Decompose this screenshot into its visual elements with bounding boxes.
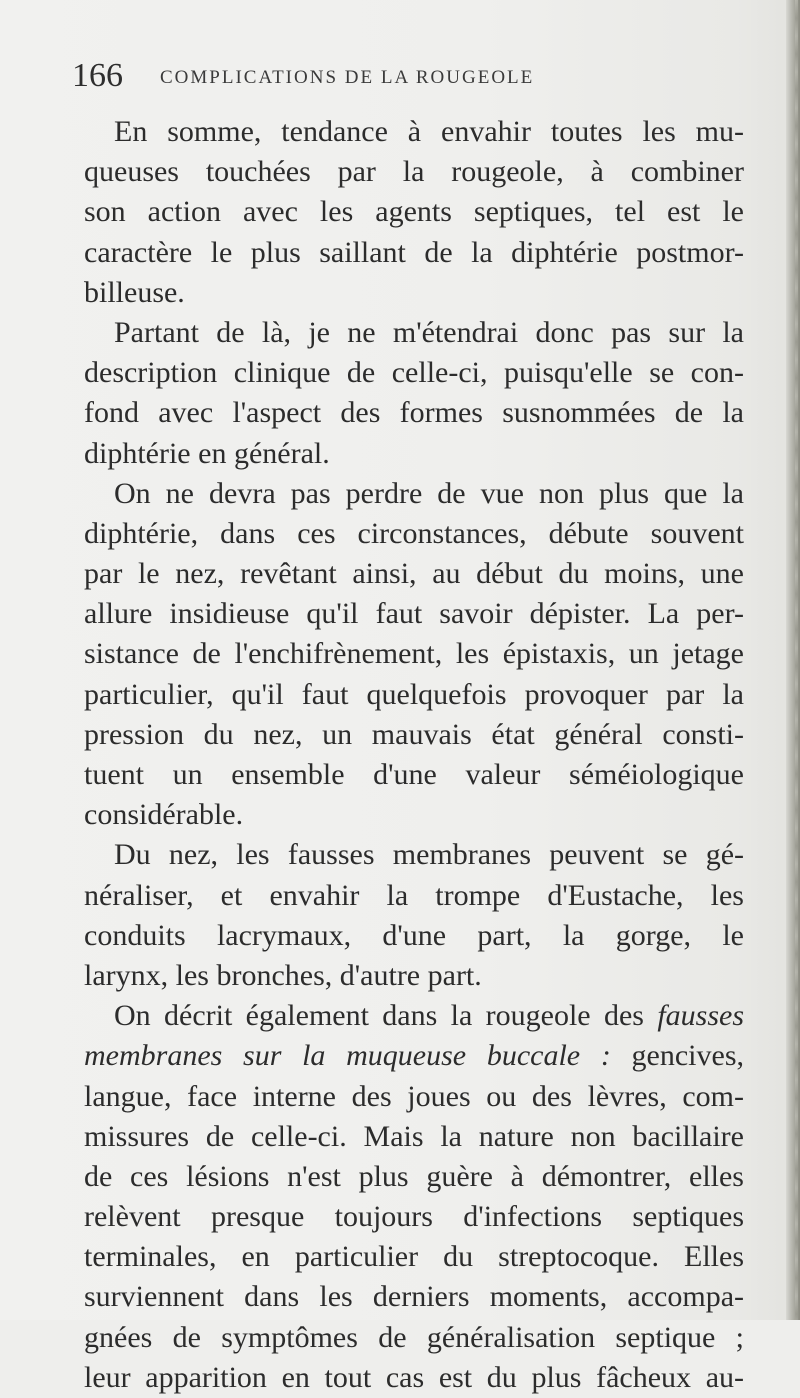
- text-line: sistance de l'enchifrènement, les épistaxis, un jetage: [84, 637, 744, 671]
- text-line: terminales, en particulier du streptocoque. Elles: [84, 1240, 744, 1274]
- text-line-mixed: [84, 996, 744, 1036]
- text-line: missures de celle-ci. Mais la nature non bacillaire: [84, 1119, 744, 1153]
- text-line: larynx, les bronches, d'autre part.: [84, 958, 482, 992]
- page-edge: [786, 0, 800, 1320]
- text-line: de ces lésions n'est plus guère à démontrer, elles: [84, 1159, 744, 1193]
- text-line: fond avec l'aspect des formes susnommées de la: [84, 396, 744, 430]
- text-line: pression du nez, un mauvais état général consti-: [84, 717, 744, 751]
- text-line: caractère le plus saillant de la diphtérie postmor-: [84, 235, 744, 269]
- page-number: 166: [72, 57, 123, 94]
- text-line: allure insidieuse qu'il faut savoir dépister. La per-: [84, 597, 744, 631]
- text-line-mixed: [84, 1036, 744, 1076]
- text-line: son action avec les agents septiques, tel est le: [84, 195, 744, 229]
- text-line: tuent un ensemble d'une valeur séméiologique: [84, 758, 744, 791]
- text-line: En somme, tendance à envahir toutes les mu-: [114, 115, 744, 148]
- text-segment: gencives,: [631, 1039, 744, 1073]
- text-line: diphtérie en général.: [84, 436, 330, 470]
- text-line: Du nez, les fausses membranes peuvent se gé-: [114, 838, 744, 872]
- page-header: [72, 56, 752, 96]
- italic-term: fausses: [657, 999, 744, 1033]
- text-line: diphtérie, dans ces circonstances, débute souvent: [84, 516, 744, 550]
- text-line: relèvent presque toujours d'infections septiques: [84, 1200, 744, 1234]
- text-line: surviennent dans les derniers moments, accompa-: [84, 1280, 744, 1314]
- text-line: description clinique de celle-ci, puisqu'elle se con-: [84, 356, 744, 390]
- text-line: billeuse.: [84, 275, 185, 309]
- text-line: par le nez, revêtant ainsi, au début du moins, une: [84, 557, 744, 591]
- text-line: conduits lacrymaux, d'une part, la gorge, le: [84, 918, 744, 952]
- text-line: langue, face interne des joues ou des lèvres, com-: [84, 1079, 744, 1113]
- text-segment: On décrit également dans la rougeole des: [114, 999, 644, 1033]
- text-line: considérable.: [84, 798, 244, 832]
- text-line: queuses touchées par la rougeole, à combiner: [84, 155, 744, 189]
- running-title: COMPLICATIONS DE LA ROUGEOLE: [160, 67, 535, 88]
- text-line: néraliser, et envahir la trompe d'Eustache, les: [84, 878, 744, 912]
- text-line: particulier, qu'il faut quelquefois provoquer par la: [84, 677, 744, 711]
- text-line: On ne devra pas perdre de vue non plus que la: [114, 476, 744, 510]
- body-text: [84, 112, 744, 1398]
- text-line: gnées de symptômes de généralisation septique ;: [84, 1320, 744, 1354]
- text-line: Partant de là, je ne m'étendrai donc pas sur la: [114, 315, 744, 349]
- italic-term: membranes sur la muqueuse buccale :: [84, 1039, 611, 1073]
- text-line: leur apparition en tout cas est du plus fâcheux au-: [84, 1360, 744, 1394]
